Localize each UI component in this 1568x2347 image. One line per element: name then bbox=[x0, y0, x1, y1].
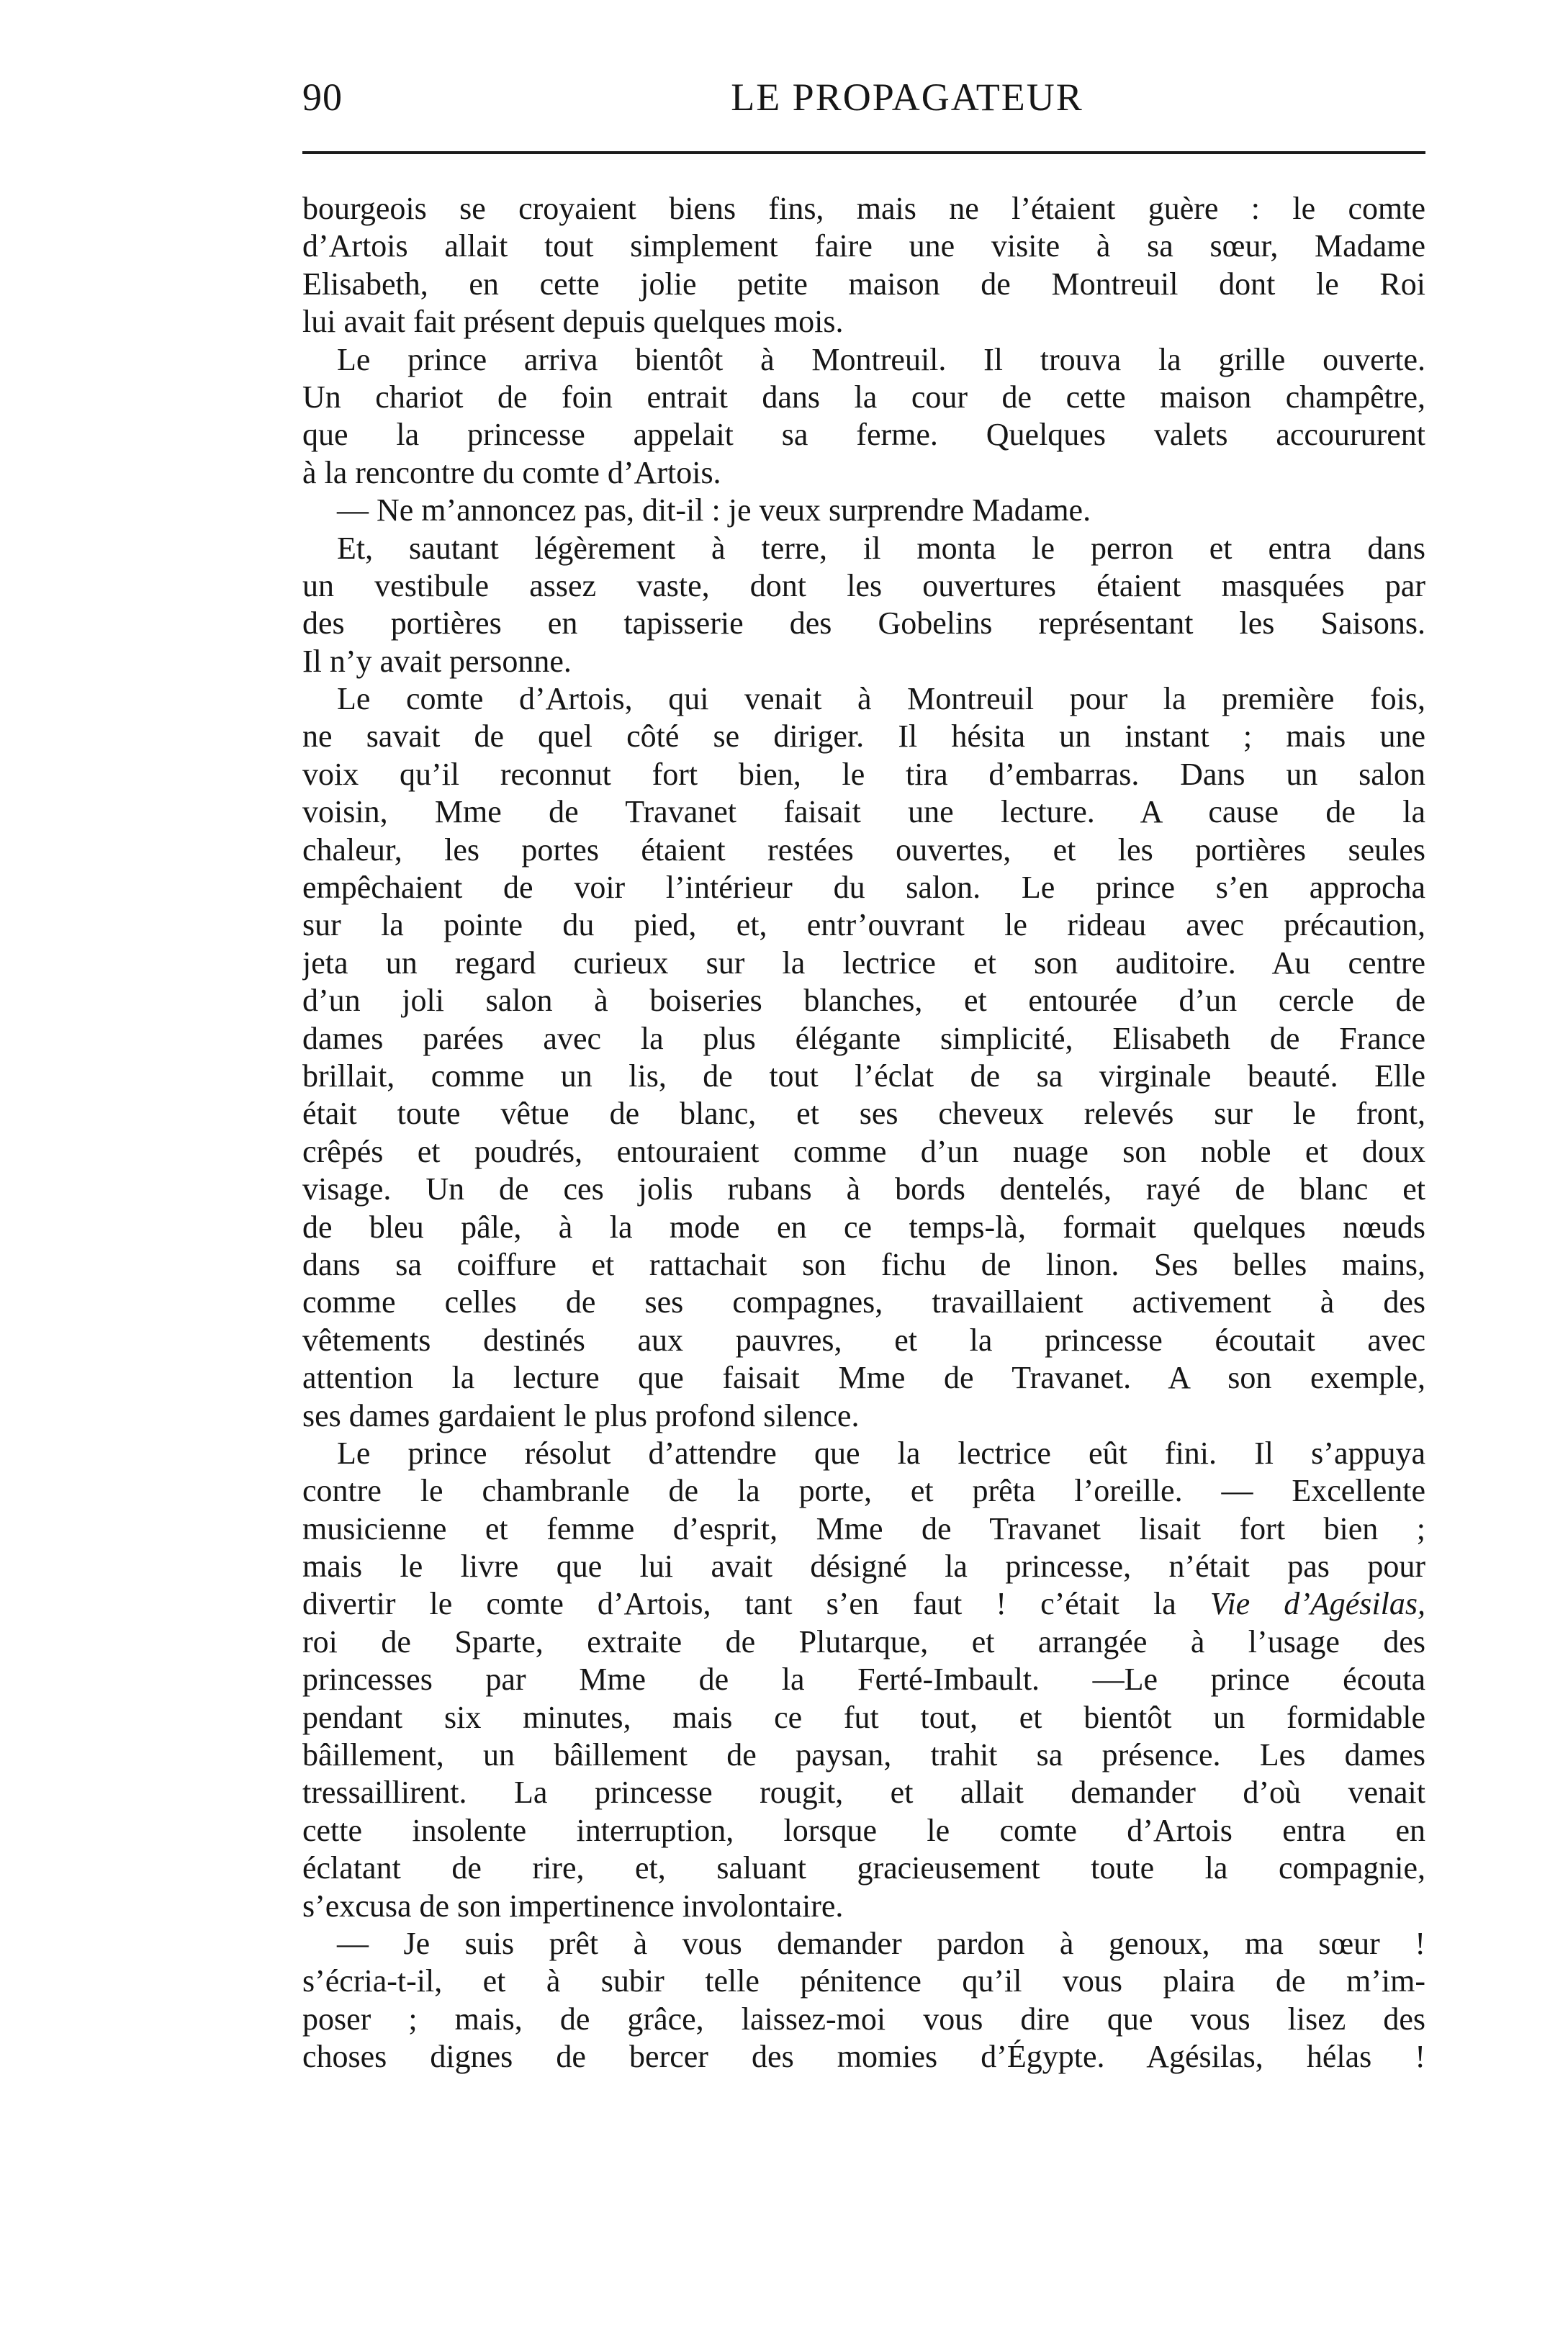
text-line: ne savait de quel côté se diriger. Il hésita un instant ; mais une bbox=[302, 718, 1425, 754]
page-header bbox=[302, 72, 1425, 122]
text-line: vêtements destinés aux pauvres, et la princesse écoutait avec bbox=[302, 1322, 1425, 1358]
text-line: crêpés et poudrés, entouraient comme d’un nuage son noble et doux bbox=[302, 1133, 1425, 1169]
text-line: éclatant de rire, et, saluant gracieusement toute la compagnie, bbox=[302, 1850, 1425, 1886]
text-line: pendant six minutes, mais ce fut tout, et bientôt un formidable bbox=[302, 1699, 1425, 1735]
text-line: roi de Sparte, extraite de Plutarque, et arrangée à l’usage des bbox=[302, 1623, 1425, 1659]
text-line: cette insolente interruption, lorsque le comte d’Artois entra en bbox=[302, 1812, 1425, 1848]
text-line: attention la lecture que faisait Mme de Travanet. A son exemple, bbox=[302, 1360, 1425, 1396]
page-number: 90 bbox=[302, 76, 343, 119]
text-line bbox=[302, 1585, 1425, 1623]
text-line: brillait, comme un lis, de tout l’éclat de sa virginale beauté. Elle bbox=[302, 1058, 1425, 1094]
text-line: s’excusa de son impertinence involontaire. bbox=[302, 1888, 844, 1924]
text-line: choses dignes de bercer des momies d’Égypte. Agésilas, hélas ! bbox=[302, 2039, 1425, 2075]
text-line: de bleu pâle, à la mode en ce temps-là, formait quelques nœuds bbox=[302, 1209, 1425, 1245]
text-line: bourgeois se croyaient biens fins, mais ne l’étaient guère : le comte bbox=[302, 191, 1425, 226]
text-line: poser ; mais, de grâce, laissez-moi vous dire que vous lisez des bbox=[302, 2001, 1425, 2037]
text-line: s’écria-t-il, et à subir telle pénitence qu’il vous plaira de m’im- bbox=[302, 1963, 1425, 1999]
text-line: visage. Un de ces jolis rubans à bords dentelés, rayé de blanc et bbox=[302, 1171, 1425, 1207]
text-line: un vestibule assez vaste, dont les ouvertures étaient masquées par bbox=[302, 567, 1425, 603]
text-line: tressaillirent. La princesse rougit, et allait demander d’où venait bbox=[302, 1775, 1425, 1811]
text-line: Le prince résolut d’attendre que la lectrice eût fini. Il s’appuya bbox=[337, 1435, 1425, 1471]
book-title: Vie d’Agésilas, bbox=[1209, 1586, 1425, 1622]
text-line: des portières en tapisserie des Gobelins représentant les Saisons. bbox=[302, 605, 1425, 641]
text-line: Il n’y avait personne. bbox=[302, 643, 572, 679]
text-line: ses dames gardaient le plus profond silence. bbox=[302, 1397, 860, 1433]
text-line: à la rencontre du comte d’Artois. bbox=[302, 454, 721, 490]
text-line: dames parées avec la plus élégante simplicité, Elisabeth de France bbox=[302, 1020, 1425, 1056]
text-line: était toute vêtue de blanc, et ses cheveux relevés sur le front, bbox=[302, 1096, 1425, 1132]
text-line: Et, sautant légèrement à terre, il monta le perron et entra dans bbox=[337, 530, 1425, 566]
text-line: d’Artois allait tout simplement faire une visite à sa sœur, Madame bbox=[302, 228, 1425, 264]
text-line: Le prince arriva bientôt à Montreuil. Il trouva la grille ouverte. bbox=[337, 341, 1425, 377]
text-line: d’un joli salon à boiseries blanches, et entourée d’un cercle de bbox=[302, 983, 1425, 1019]
header-rule bbox=[302, 151, 1425, 154]
text-line: Elisabeth, en cette jolie petite maison de Montreuil dont le Roi bbox=[302, 266, 1425, 302]
text-line-segment: divertir le comte d’Artois, tant s’en faut ! c’était la bbox=[302, 1586, 1176, 1622]
text-line: Le comte d’Artois, qui venait à Montreuil pour la première fois, bbox=[337, 681, 1425, 717]
text-line: bâillement, un bâillement de paysan, trahit sa présence. Les dames bbox=[302, 1737, 1425, 1773]
text-line: — Je suis prêt à vous demander pardon à genoux, ma sœur ! bbox=[337, 1925, 1425, 1961]
text-line: — Ne m’annoncez pas, dit-il : je veux surprendre Madame. bbox=[337, 492, 1091, 528]
text-line: voisin, Mme de Travanet faisait une lecture. A cause de la bbox=[302, 794, 1425, 830]
text-line: chaleur, les portes étaient restées ouvertes, et les portières seules bbox=[302, 832, 1425, 868]
text-line: empêchaient de voir l’intérieur du salon. Le prince s’en approcha bbox=[302, 870, 1425, 906]
text-line: lui avait fait présent depuis quelques mois. bbox=[302, 304, 844, 340]
text-line: mais le livre que lui avait désigné la princesse, n’était pas pour bbox=[302, 1549, 1425, 1585]
running-title: LE PROPAGATEUR bbox=[731, 76, 1083, 119]
text-line: dans sa coiffure et rattachait son fichu de linon. Ses belles mains, bbox=[302, 1246, 1425, 1282]
text-line: Un chariot de foin entrait dans la cour de cette maison champêtre, bbox=[302, 379, 1425, 415]
text-line: princesses par Mme de la Ferté-Imbault. —Le prince écouta bbox=[302, 1662, 1425, 1698]
text-line: musicienne et femme d’esprit, Mme de Travanet lisait fort bien ; bbox=[302, 1510, 1425, 1546]
text-line: jeta un regard curieux sur la lectrice et son auditoire. Au centre bbox=[302, 945, 1425, 981]
body-text bbox=[302, 190, 1425, 2076]
text-line: contre le chambranle de la porte, et prêta l’oreille. — Excellente bbox=[302, 1473, 1425, 1509]
text-line: sur la pointe du pied, et, entr’ouvrant le rideau avec précaution, bbox=[302, 907, 1425, 943]
text-line: comme celles de ses compagnes, travaillaient activement à des bbox=[302, 1284, 1425, 1320]
text-line: voix qu’il reconnut fort bien, le tira d’embarras. Dans un salon bbox=[302, 756, 1425, 792]
text-line: que la princesse appelait sa ferme. Quelques valets accoururent bbox=[302, 417, 1425, 453]
